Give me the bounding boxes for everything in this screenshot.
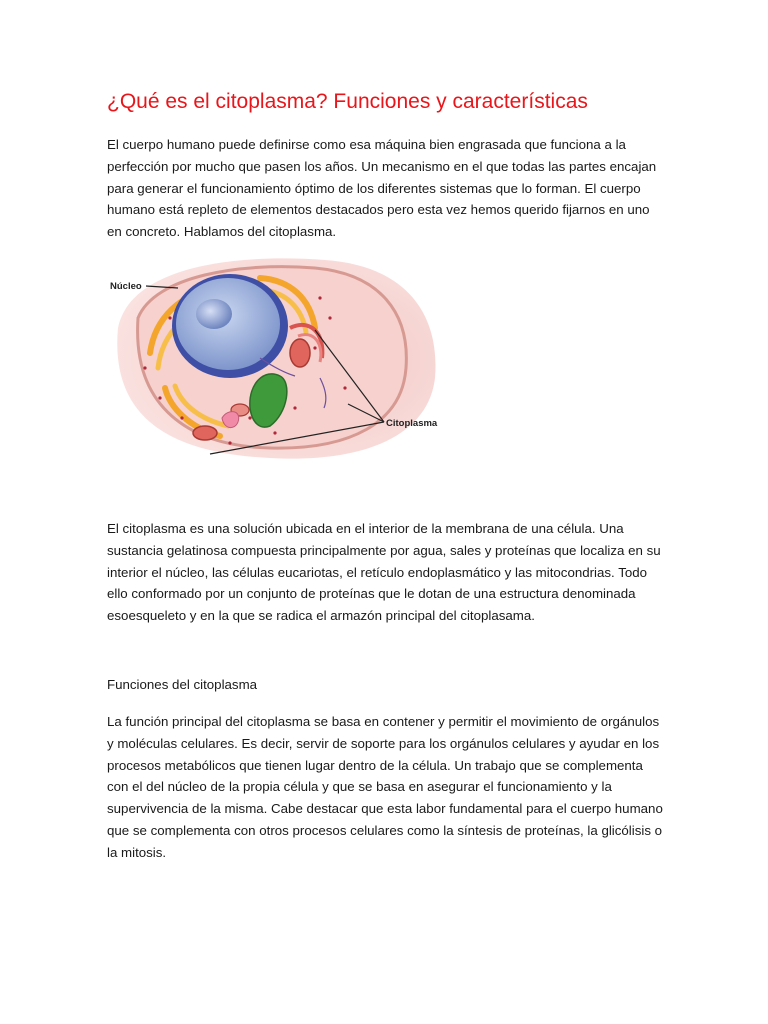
definition-paragraph: El citoplasma es una solución ubicada en el interior de la membrana de una célula. Una sustancia gelatinosa compuesta principalmente por agua, sales y proteínas que localiza en su interior el núcleo, las células eucariotas, el retículo endoplasmático y las mitocondrias. Todo ello conformado por un conjunto de proteínas que le dotan de una estructura denominada esoesqueleto y en la que se radica el armazón principal del citoplasama. xyxy=(107,521,661,624)
cytoplasm-label: Citoplasma xyxy=(386,418,438,429)
functions-paragraph: La función principal del citoplasma se basa en contener y permitir el movimiento de orgánulos y moléculas celulares. Es decir, servir de soporte para los orgánulos celulares y ayudar en los procesos metabólicos que tienen lugar dentro de la célula. Un trabajo que se complementa con el del núcleo de la propia célula y que se basa en asegurar el funcionamiento y la supervivencia de la misma. Cabe destacar que esta labor fundamental para el cuerpo humano que se complementa con otros procesos celulares como la síntesis de proteínas, la glicólisis o la mitosis. xyxy=(107,714,663,860)
nucleus-label: Núcleo xyxy=(110,281,142,292)
cell-illustration xyxy=(110,258,450,460)
nucleus-shape xyxy=(176,278,280,370)
cell-diagram xyxy=(110,258,450,460)
functions-heading: Funciones del citoplasma xyxy=(107,677,258,692)
article-title: ¿Qué es el citoplasma? Funciones y características xyxy=(107,90,588,113)
nucleolus-shape xyxy=(196,299,232,329)
intro-paragraph: El cuerpo humano puede definirse como esa máquina bien engrasada que funciona a la perfección por mucho que pasen los años. Un mecanismo en el que todas las partes encajan para generar el funcionamiento óptimo de los diferentes sistemas que lo forman. El cuerpo humano está repleto de elementos destacados pero esta vez hemos querido fijarnos en uno en concreto. Hablamos del citoplasma. xyxy=(107,137,657,240)
